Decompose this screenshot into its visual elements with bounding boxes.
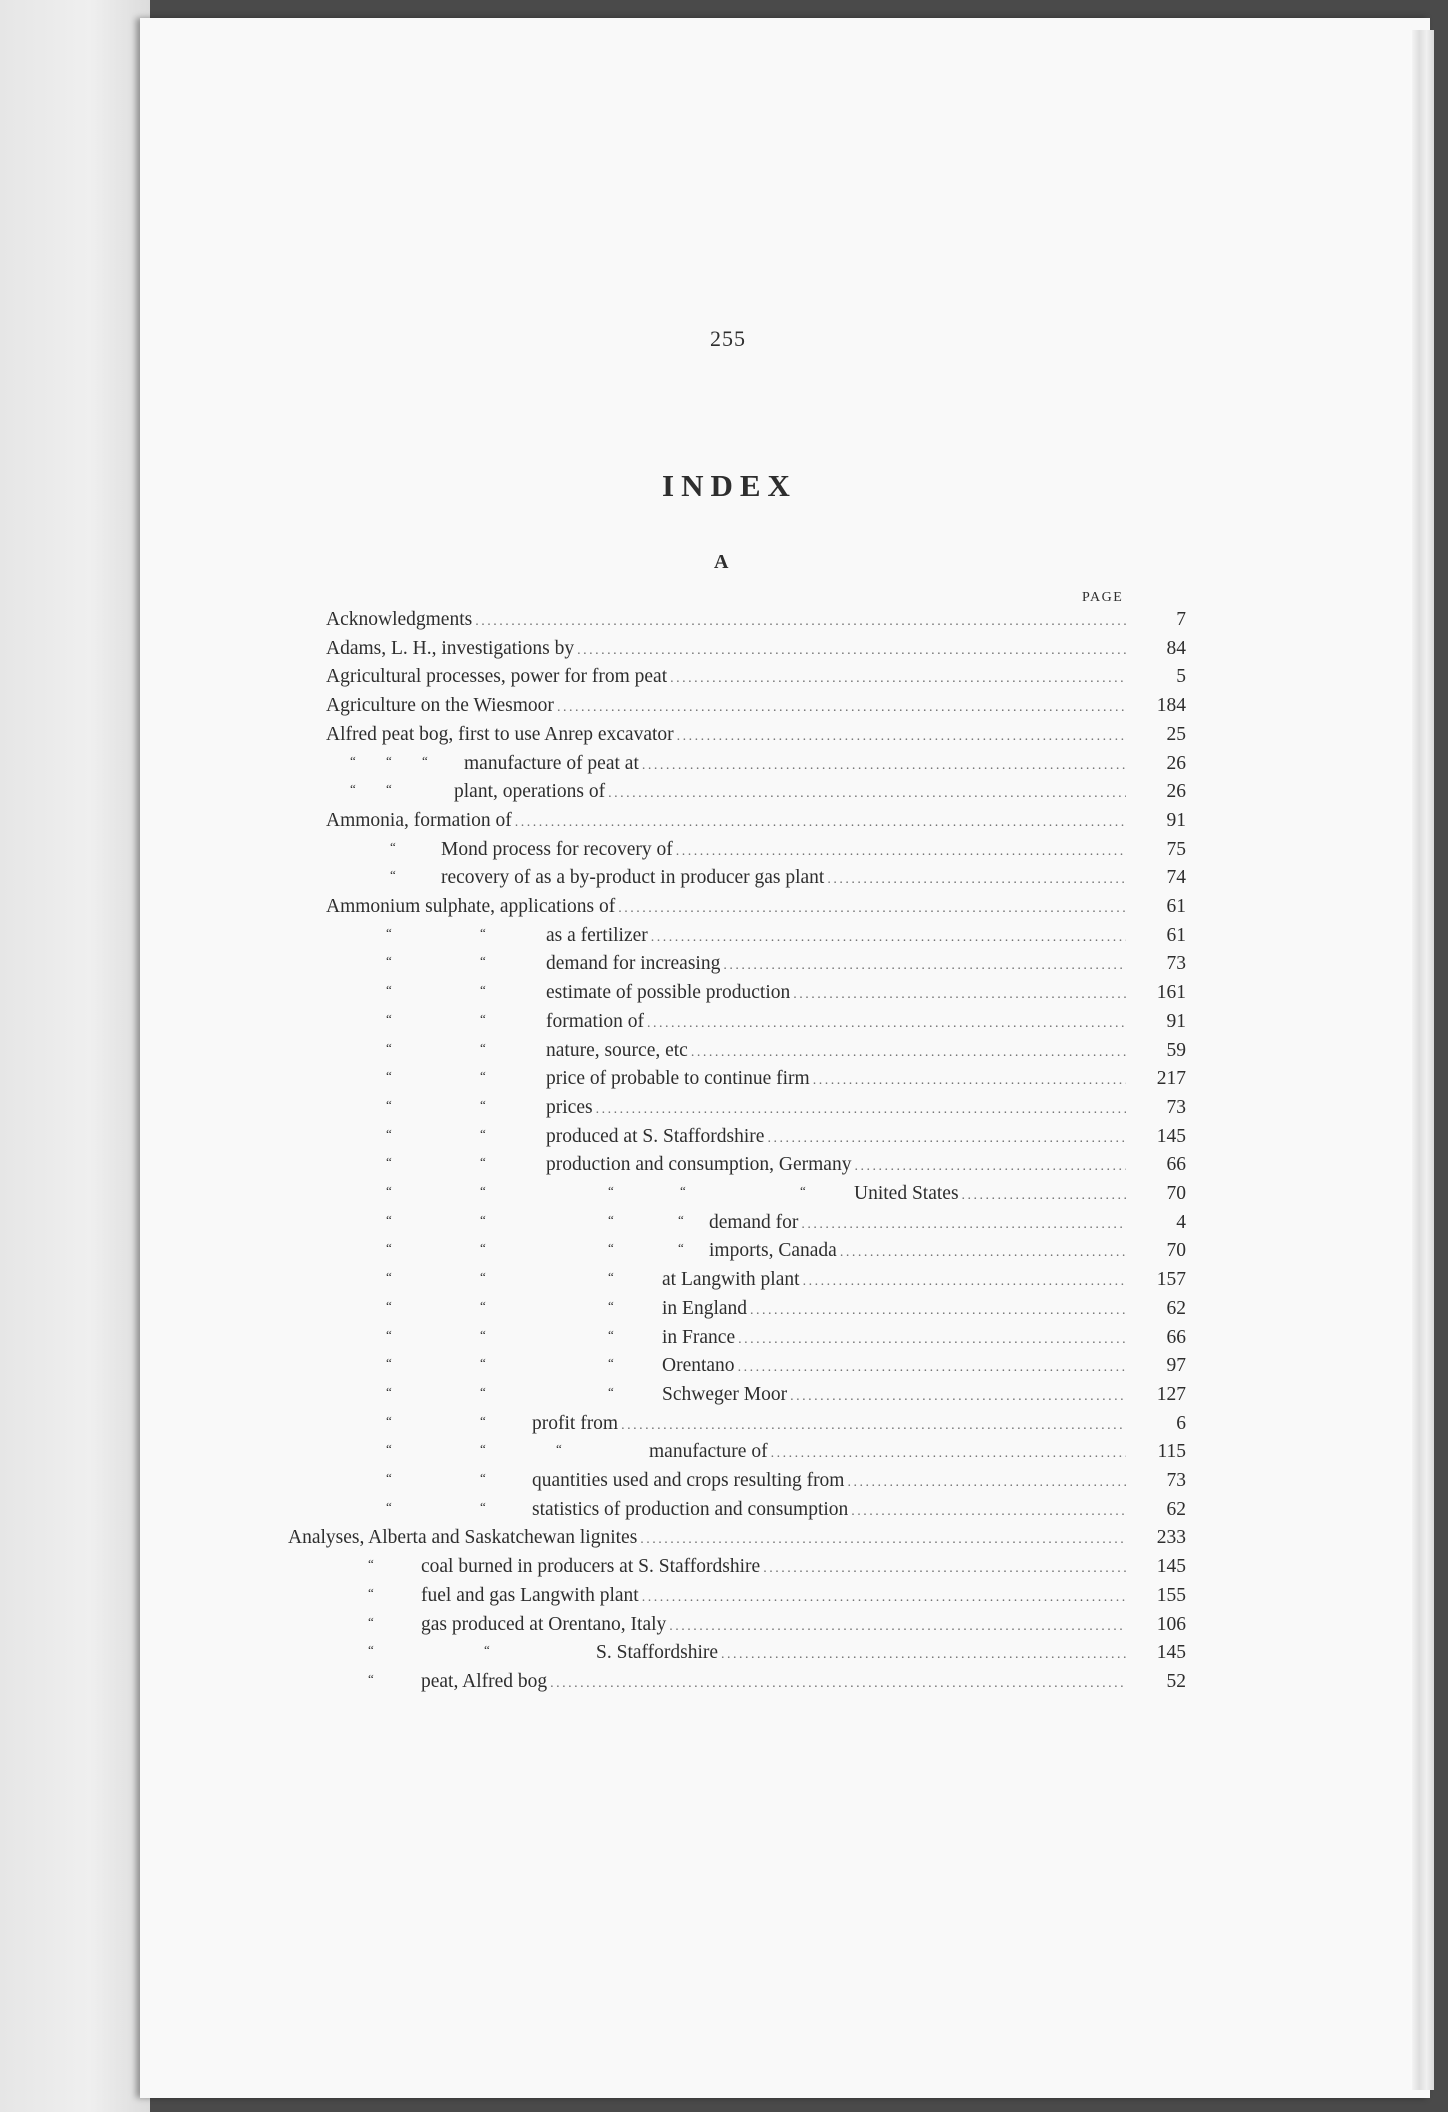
entry-label: recovery of as a by-product in producer gas plant bbox=[441, 867, 825, 889]
entry-label: Adams, L. H., investigations by bbox=[326, 637, 575, 659]
entry-label: fuel and gas Langwith plant bbox=[421, 1584, 639, 1606]
dot-leader bbox=[475, 608, 1126, 636]
entry-label: Ammonium sulphate, applications of bbox=[326, 896, 616, 917]
dot-leader bbox=[577, 637, 1126, 665]
index-entry bbox=[326, 807, 1186, 835]
index-entry bbox=[386, 1180, 1186, 1208]
entry-page-number: 233 bbox=[1156, 1527, 1186, 1549]
index-entry bbox=[386, 950, 1186, 978]
index-entry bbox=[386, 922, 1186, 950]
entry-page-number: 66 bbox=[1166, 1326, 1186, 1348]
index-entry bbox=[390, 864, 1186, 892]
ditto-mark: “ bbox=[386, 1441, 392, 1457]
index-entry bbox=[368, 1582, 1186, 1610]
dot-leader bbox=[750, 1297, 1126, 1325]
entry-label: at Langwith plant bbox=[662, 1269, 800, 1291]
index-title: INDEX bbox=[662, 468, 797, 503]
dot-leader bbox=[854, 1153, 1126, 1181]
dot-leader bbox=[642, 1584, 1126, 1612]
entry-label: Agriculture on the Wiesmoor bbox=[326, 695, 554, 717]
entry-label: in France bbox=[662, 1326, 736, 1348]
index-entry bbox=[386, 1008, 1186, 1036]
dot-leader bbox=[793, 981, 1126, 1009]
ditto-mark: “ bbox=[480, 1096, 486, 1112]
ditto-mark: “ bbox=[386, 982, 392, 998]
entry-page-number: 73 bbox=[1166, 953, 1186, 975]
entry-label: Alfred peat bog, first to use Anrep excavator bbox=[326, 723, 674, 745]
ditto-mark: “ bbox=[368, 1613, 374, 1629]
ditto-mark: “ bbox=[680, 1183, 686, 1198]
entry-page-number: 62 bbox=[1166, 1297, 1186, 1319]
index-entry bbox=[368, 1668, 1186, 1696]
ditto-mark: “ bbox=[386, 1412, 392, 1428]
ditto-mark: “ bbox=[386, 953, 392, 969]
entry-page-number: 145 bbox=[1156, 1556, 1186, 1578]
entry-page-number: 52 bbox=[1166, 1670, 1186, 1692]
index-entry bbox=[386, 1496, 1186, 1524]
dot-leader bbox=[608, 780, 1126, 808]
ditto-mark: “ bbox=[678, 1211, 684, 1227]
index-entry bbox=[326, 663, 1186, 691]
dot-leader bbox=[691, 1039, 1126, 1067]
dot-leader bbox=[723, 952, 1126, 980]
dot-leader bbox=[813, 1067, 1126, 1095]
index-entry bbox=[386, 1123, 1186, 1151]
entry-label: Acknowledgments bbox=[326, 609, 473, 630]
ditto-mark: “ bbox=[480, 1211, 486, 1227]
entry-label: Agricultural processes, power for from peat bbox=[326, 666, 668, 688]
entry-label: manufacture of bbox=[649, 1441, 768, 1463]
dot-leader bbox=[771, 1440, 1126, 1468]
dot-leader bbox=[840, 1239, 1126, 1267]
entry-label: demand for bbox=[709, 1211, 799, 1233]
entry-page-number: 62 bbox=[1166, 1498, 1186, 1520]
entry-label: statistics of production and consumption bbox=[532, 1498, 849, 1520]
index-entry bbox=[386, 1295, 1186, 1323]
entry-page-number: 6 bbox=[1176, 1412, 1186, 1434]
dot-leader bbox=[618, 895, 1126, 923]
entry-label: Mond process for recovery of bbox=[441, 838, 673, 860]
ditto-mark: “ bbox=[480, 1269, 486, 1285]
entry-page-number: 70 bbox=[1166, 1183, 1186, 1204]
ditto-mark: “ bbox=[484, 1642, 490, 1658]
ditto-mark: “ bbox=[386, 1297, 392, 1313]
index-entry bbox=[386, 1237, 1186, 1265]
ditto-mark: “ bbox=[350, 781, 356, 797]
entry-page-number: 5 bbox=[1176, 666, 1186, 688]
entry-label: United States bbox=[854, 1183, 959, 1204]
ditto-mark: “ bbox=[608, 1326, 614, 1342]
entry-label: peat, Alfred bog bbox=[421, 1670, 548, 1692]
entry-label: price of probable to continue firm bbox=[546, 1068, 810, 1090]
page-number: 255 bbox=[710, 326, 746, 351]
ditto-mark: “ bbox=[480, 982, 486, 998]
entry-label: plant, operations of bbox=[454, 781, 606, 803]
entry-label: quantities used and crops resulting from bbox=[532, 1470, 845, 1491]
entry-label: imports, Canada bbox=[709, 1240, 837, 1262]
entry-label: production and consumption, Germany bbox=[546, 1154, 852, 1176]
ditto-mark: “ bbox=[386, 1154, 392, 1170]
dot-leader bbox=[596, 1096, 1126, 1124]
index-entry bbox=[326, 721, 1186, 749]
entry-label: as a fertilizer bbox=[546, 924, 648, 946]
page-stack-edge bbox=[1412, 30, 1434, 2090]
index-entry bbox=[326, 692, 1186, 720]
ditto-mark: “ bbox=[350, 752, 356, 768]
entry-label: demand for increasing bbox=[546, 953, 721, 975]
entry-label: S. Staffordshire bbox=[596, 1642, 719, 1664]
ditto-mark: “ bbox=[368, 1556, 374, 1572]
dot-leader bbox=[738, 1354, 1126, 1382]
index-entry bbox=[386, 1209, 1186, 1237]
entry-label: Analyses, Alberta and Saskatchewan lignites bbox=[288, 1527, 638, 1549]
ditto-mark: “ bbox=[386, 1039, 392, 1055]
dot-leader bbox=[962, 1182, 1126, 1210]
entry-label: Orentano bbox=[662, 1355, 735, 1377]
ditto-mark: “ bbox=[480, 1297, 486, 1313]
entry-page-number: 161 bbox=[1156, 982, 1186, 1004]
entry-page-number: 74 bbox=[1166, 867, 1186, 889]
section-letter: A bbox=[714, 551, 729, 573]
index-entry bbox=[386, 1266, 1186, 1294]
ditto-mark: “ bbox=[386, 1269, 392, 1285]
facing-page-edge bbox=[0, 0, 150, 2112]
ditto-mark: “ bbox=[386, 924, 392, 940]
index-entry bbox=[326, 635, 1186, 663]
ditto-mark: “ bbox=[386, 781, 392, 797]
entry-page-number: 155 bbox=[1156, 1584, 1186, 1606]
entry-page-number: 25 bbox=[1166, 723, 1186, 745]
dot-leader bbox=[621, 1412, 1126, 1440]
ditto-mark: “ bbox=[386, 1125, 392, 1141]
entry-label: produced at S. Staffordshire bbox=[546, 1125, 765, 1147]
ditto-mark: “ bbox=[608, 1269, 614, 1285]
ditto-mark: “ bbox=[422, 752, 428, 768]
entry-label: in England bbox=[662, 1297, 748, 1319]
entry-page-number: 73 bbox=[1166, 1470, 1186, 1491]
ditto-mark: “ bbox=[480, 1355, 486, 1371]
ditto-mark: “ bbox=[480, 1441, 486, 1457]
ditto-mark: “ bbox=[608, 1183, 614, 1198]
index-entry bbox=[368, 1639, 1186, 1667]
entry-page-number: 66 bbox=[1166, 1154, 1186, 1176]
entry-label: prices bbox=[546, 1096, 593, 1118]
dot-leader bbox=[803, 1268, 1126, 1296]
index-entry bbox=[326, 893, 1186, 921]
ditto-mark: “ bbox=[368, 1642, 374, 1658]
index-entry bbox=[386, 1094, 1186, 1122]
ditto-mark: “ bbox=[556, 1441, 562, 1457]
ditto-mark: “ bbox=[608, 1297, 614, 1313]
entry-page-number: 217 bbox=[1156, 1068, 1186, 1090]
ditto-mark: “ bbox=[390, 838, 396, 854]
ditto-mark: “ bbox=[386, 1498, 392, 1514]
ditto-mark: “ bbox=[608, 1355, 614, 1371]
ditto-mark: “ bbox=[386, 1470, 392, 1485]
ditto-mark: “ bbox=[480, 953, 486, 969]
dot-leader bbox=[763, 1555, 1126, 1583]
ditto-mark: “ bbox=[386, 1211, 392, 1227]
ditto-mark: “ bbox=[386, 1355, 392, 1371]
entry-page-number: 7 bbox=[1176, 609, 1186, 630]
entry-label: Ammonia, formation of bbox=[326, 809, 512, 831]
index-entry bbox=[386, 1352, 1186, 1380]
entry-page-number: 145 bbox=[1156, 1642, 1186, 1664]
ditto-mark: “ bbox=[480, 1412, 486, 1428]
page-column-heading: PAGE bbox=[1082, 590, 1124, 605]
dot-leader bbox=[670, 665, 1126, 693]
index-entry bbox=[386, 1381, 1186, 1409]
entry-page-number: 26 bbox=[1166, 752, 1186, 774]
entry-page-number: 70 bbox=[1166, 1240, 1186, 1262]
index-entry bbox=[386, 1037, 1186, 1065]
ditto-mark: “ bbox=[390, 867, 396, 883]
entry-label: estimate of possible production bbox=[546, 982, 791, 1004]
entry-page-number: 59 bbox=[1166, 1039, 1186, 1061]
entry-page-number: 73 bbox=[1166, 1096, 1186, 1118]
entry-page-number: 75 bbox=[1166, 838, 1186, 860]
ditto-mark: “ bbox=[480, 1039, 486, 1055]
dot-leader bbox=[801, 1211, 1126, 1239]
ditto-mark: “ bbox=[480, 1068, 486, 1084]
index-entry bbox=[386, 1151, 1186, 1179]
index-entry bbox=[390, 836, 1186, 864]
entry-page-number: 61 bbox=[1166, 924, 1186, 946]
index-entry bbox=[368, 1611, 1186, 1639]
entry-page-number: 4 bbox=[1176, 1211, 1186, 1233]
dot-leader bbox=[550, 1670, 1126, 1698]
index-entry bbox=[386, 1410, 1186, 1438]
ditto-mark: “ bbox=[368, 1584, 374, 1600]
dot-leader bbox=[677, 723, 1126, 751]
dot-leader bbox=[557, 694, 1126, 722]
ditto-mark: “ bbox=[480, 1125, 486, 1141]
entry-page-number: 115 bbox=[1157, 1441, 1186, 1463]
ditto-mark: “ bbox=[386, 752, 392, 768]
entry-page-number: 26 bbox=[1166, 781, 1186, 803]
index-entry bbox=[350, 778, 1186, 806]
ditto-mark: “ bbox=[480, 1383, 486, 1399]
dot-leader bbox=[676, 838, 1126, 866]
index-entry bbox=[386, 1065, 1186, 1093]
dot-leader bbox=[721, 1641, 1126, 1669]
ditto-mark: “ bbox=[480, 1326, 486, 1342]
entry-page-number: 91 bbox=[1166, 1010, 1186, 1032]
index-entry bbox=[386, 1467, 1186, 1495]
ditto-mark: “ bbox=[386, 1326, 392, 1342]
ditto-mark: “ bbox=[678, 1240, 684, 1256]
dot-leader bbox=[767, 1125, 1126, 1153]
entry-page-number: 91 bbox=[1166, 809, 1186, 831]
ditto-mark: “ bbox=[480, 1183, 486, 1198]
entry-page-number: 97 bbox=[1166, 1355, 1186, 1377]
index-entry bbox=[350, 750, 1186, 778]
entry-page-number: 84 bbox=[1166, 637, 1186, 659]
ditto-mark: “ bbox=[368, 1670, 374, 1686]
ditto-mark: “ bbox=[386, 1010, 392, 1026]
entry-label: nature, source, etc bbox=[546, 1039, 688, 1061]
dot-leader bbox=[790, 1383, 1126, 1411]
index-entry bbox=[288, 1524, 1186, 1552]
index-entry bbox=[386, 979, 1186, 1007]
ditto-mark: “ bbox=[480, 1240, 486, 1256]
entry-label: Schweger Moor bbox=[662, 1383, 788, 1405]
entry-page-number: 61 bbox=[1166, 896, 1186, 917]
dot-leader bbox=[669, 1613, 1126, 1641]
index-entry bbox=[386, 1438, 1186, 1466]
ditto-mark: “ bbox=[480, 1154, 486, 1170]
ditto-mark: “ bbox=[386, 1240, 392, 1256]
ditto-mark: “ bbox=[386, 1383, 392, 1399]
entry-page-number: 127 bbox=[1156, 1383, 1186, 1405]
ditto-mark: “ bbox=[800, 1183, 806, 1198]
ditto-mark: “ bbox=[480, 1498, 486, 1514]
ditto-mark: “ bbox=[608, 1211, 614, 1227]
dot-leader bbox=[642, 752, 1126, 780]
entry-label: gas produced at Orentano, Italy bbox=[421, 1613, 667, 1635]
dot-leader bbox=[738, 1326, 1126, 1354]
entry-page-number: 184 bbox=[1156, 695, 1186, 717]
index-entry bbox=[326, 606, 1186, 634]
dot-leader bbox=[651, 924, 1126, 952]
entry-label: profit from bbox=[532, 1412, 619, 1434]
dot-leader bbox=[647, 1010, 1126, 1038]
ditto-mark: “ bbox=[608, 1240, 614, 1256]
dot-leader bbox=[515, 809, 1126, 837]
ditto-mark: “ bbox=[480, 924, 486, 940]
ditto-mark: “ bbox=[386, 1068, 392, 1084]
entry-label: manufacture of peat at bbox=[464, 752, 639, 774]
entry-label: coal burned in producers at S. Staffordshire bbox=[421, 1556, 761, 1578]
dot-leader bbox=[640, 1526, 1126, 1554]
entry-page-number: 145 bbox=[1156, 1125, 1186, 1147]
ditto-mark: “ bbox=[480, 1470, 486, 1485]
ditto-mark: “ bbox=[386, 1183, 392, 1198]
index-entry bbox=[368, 1553, 1186, 1581]
entry-label: formation of bbox=[546, 1010, 645, 1032]
ditto-mark: “ bbox=[480, 1010, 486, 1026]
ditto-mark: “ bbox=[608, 1383, 614, 1399]
dot-leader bbox=[847, 1469, 1126, 1497]
entry-page-number: 157 bbox=[1156, 1269, 1186, 1291]
entry-page-number: 106 bbox=[1156, 1613, 1186, 1635]
dot-leader bbox=[827, 866, 1126, 894]
index-entry bbox=[386, 1324, 1186, 1352]
ditto-mark: “ bbox=[386, 1096, 392, 1112]
dot-leader bbox=[851, 1498, 1126, 1526]
